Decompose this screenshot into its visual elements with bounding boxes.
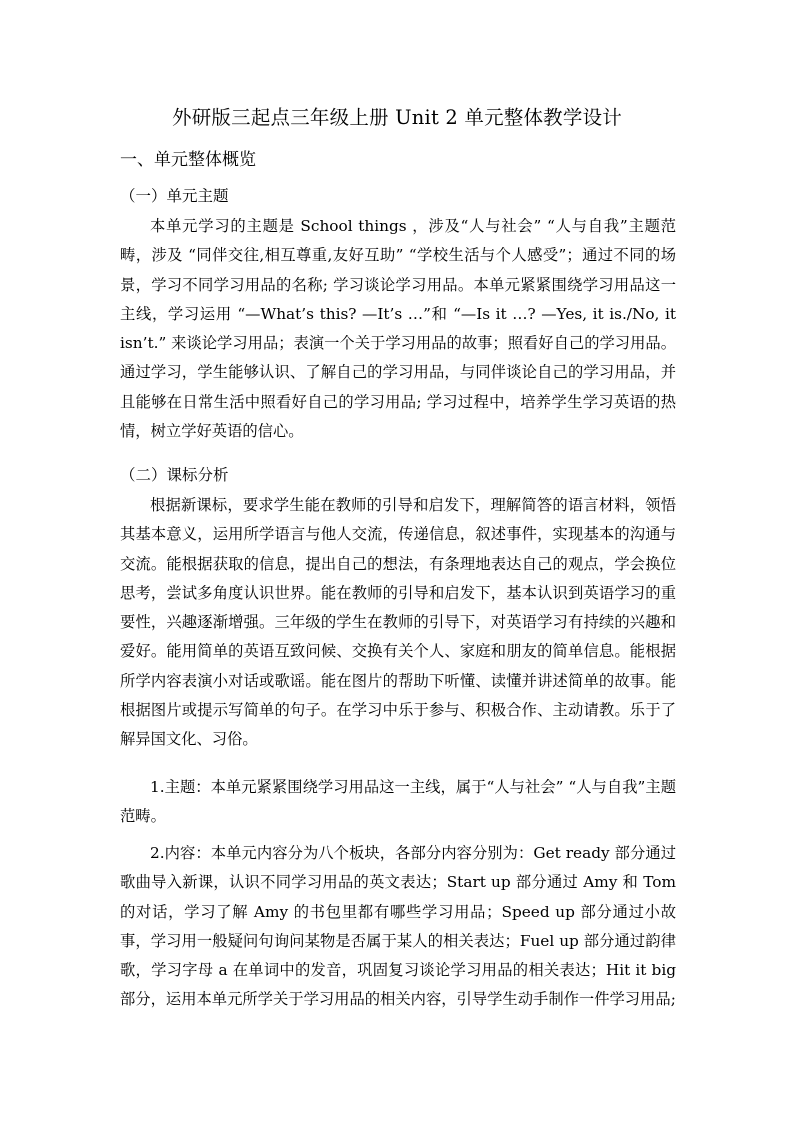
paragraph-point-content: 2.内容：本单元内容分为八个板块，各部分内容分别为：Get ready 部分通过歌曲导入新课，认识不同学习用品的英文表达；Start up 部分通过 Amy 和 Tom 的对话，学习了解 Amy 的书包里都有哪些学习用品；Speed up 部分通过小故事，学习用一般疑问句询问某物是否属于某人的相关表达；Fuel up 部分通过韵律歌，学习字母 a 在单词中的发音，巩固复习谈论学习用品的相关表达；Hit it big 部分，运用本单元所学关于学习用品的相关内容，引导学生动手制作一件学习用品;	[120, 844, 676, 1009]
document-title: 外研版三起点三年级上册 Unit 2 单元整体教学设计	[172, 106, 622, 129]
subsection-heading-standard-analysis: （二）课标分析	[120, 466, 229, 484]
section-heading-overview: 一、单元整体概览	[120, 150, 256, 170]
subsection-heading-theme: （一）单元主题	[120, 187, 229, 205]
paragraph-point-theme: 1.主题：本单元紧紧围绕学习用品这一主线，属于“人与社会” “人与自我”主题范畴。	[120, 778, 676, 826]
paragraph-curriculum-standard: 根据新课标，要求学生能在教师的引导和启发下，理解简答的语言材料，领悟其基本意义，运用所学语言与他人交流，传递信息，叙述事件，实现基本的沟通与交流。能根据获取的信息，提出自己的想法，有条理地表达自己的观点，学会换位思考，尝试多角度认识世界。能在教师的引导和启发下，基本认识到英语学习的重要性，兴趣逐渐增强。三年级的学生在教师的引导下，对英语学习有持续的兴趣和爱好。能用简单的英语互致问候、交换有关个人、家庭和朋友的简单信息。能根据所学内容表演小对话或歌谣。能在图片的帮助下听懂、读懂并讲述简单的故事。能根据图片或提示写简单的句子。在学习中乐于参与、积极合作、主动请教。乐于了解异国文化、习俗。	[120, 496, 676, 749]
paragraph-unit-theme: 本单元学习的主题是 School things ，涉及“人与社会” “人与自我”主题范畴，涉及 “同伴交往,相互尊重,友好互助” “学校生活与个人感受”；通过不同的场景，学习不同学习用品的名称; 学习谈论学习用品。本单元紧紧围绕学习用品这一主线，学习运用 “—What’s this? —It’s …”和 “—Is it …? —Yes, it is./No, it isn’t.” 来谈论学习用品；表演一个关于学习用品的故事；照看好自己的学习用品。通过学习，学生能够认识、了解自己的学习用品，与同伴谈论自己的学习用品，并且能够在日常生活中照看好自己的学习用品; 学习过程中，培养学生学习英语的热情，树立学好英语的信心。	[120, 217, 676, 441]
